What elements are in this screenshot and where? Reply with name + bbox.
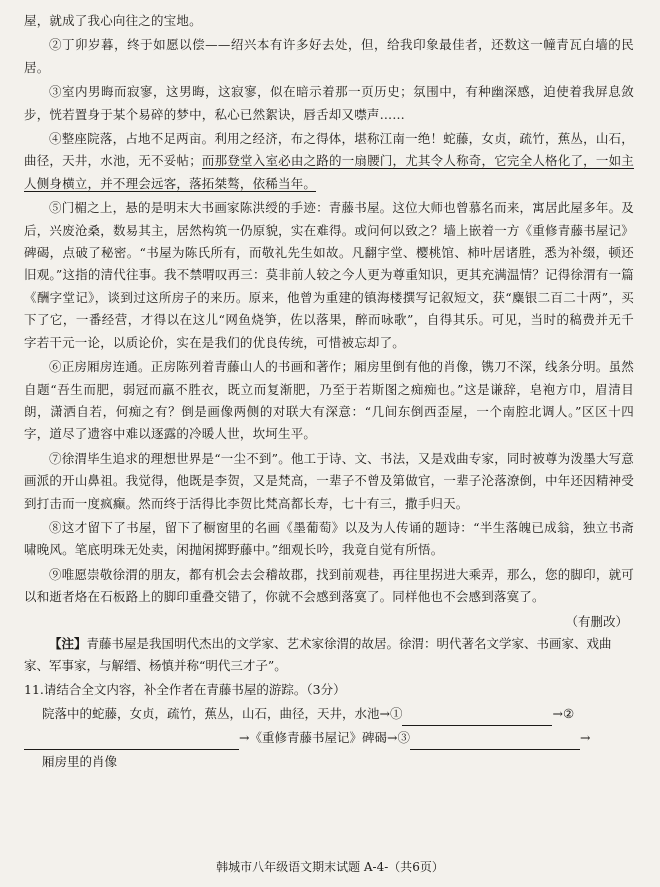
footnote-tag: 【注】 (49, 635, 87, 651)
answer-blank-3[interactable] (410, 733, 580, 750)
footnote (24, 633, 634, 678)
footnote-text: 青藤书屋是我国明代杰出的文学家、艺术家徐渭的故居。徐渭：明代著名文学家、书画家、戏曲家、军事家，与解缙、杨慎并称“明代三才子”。 (24, 635, 612, 673)
paragraph-8: ⑧这才留下了书屋，留下了橱窗里的名画《墨葡萄》以及为人传诵的题诗：“半生落魄已成翁，独立书斋啸晚风。笔底明珠无处卖，闲抛闲掷野藤中。”细观长吟，我竟自觉有所悟。 (24, 519, 634, 558)
paragraph-2: ②丁卯岁暮，终于如愿以偿——绍兴本有许多好去处，但，给我印象最佳者，还数这一幢青瓦白墙的民居。 (24, 37, 634, 75)
flow-end: 厢房里的肖像 (42, 753, 118, 769)
paragraph-5: ⑤门楣之上，悬的是明末大书画家陈洪绶的手迹：青藤书屋。这位大师也曾慕名而来，寓居此屋多年。及后，兴废沧桑，数易其主，居然构筑一仍原貌，实在难得。或问何以致之？墙上嵌着一方《重修青藤书屋记》碑碣，点破了秘密。“书屋为陈氏所有，而敬礼先生如故。凡翻宇堂、樱桃馆、柿叶居诸胜，悉为补缀，顿还旧观。”这指的清代往事。我不禁喟叹再三：莫非前人较之今人更为尊重知识，更其充满温情？记得徐渭有一篇《酬字堂记》，谈到过这所房子的来历。原来，他曾为重建的镇海楼撰写记叙短文，获“麋银二百二十两”，买下了它，一番经营，才得以在这儿“网鱼烧笋，佐以落果，醉而咏歌”，自得其乐。可见，当时的稿费并无千字若干元一论，以质论价，实在是我们的优良传统，可惜被忘却了。 (24, 200, 634, 350)
answer-blank-2[interactable] (24, 733, 239, 750)
flow-line-3 (42, 750, 634, 774)
paragraph-4-underlined: 而那登堂入室必由之路的一扇腰门，尤其令人称奇，它完全人格化了，一如主人侧身横立，并不理会远客，落拓桀骜，依稀当年。 (24, 153, 634, 191)
flow-start: 院落中的蛇藤，女贞，疏竹，蕉丛，山石，曲径，天井，水池→① (42, 705, 403, 721)
page-footer: 韩城市八年级语文期末试题 A-4-（共6页） (216, 860, 444, 874)
flow-arrow-end: → (579, 729, 591, 745)
paragraph-3: ③室内男晦而寂寥，这男晦，这寂寥，似在暗示着那一页历史；氛围中，有种幽深感，迫使着我屏息敛步，恍若置身于某个易碎的梦中，私心已然絮诀，唇舌却又噤声…… (24, 84, 634, 122)
question-number: 11. (24, 682, 44, 698)
answer-blank-1[interactable] (402, 709, 552, 726)
flow-line-2 (24, 726, 634, 750)
paragraph-4 (24, 128, 634, 195)
question-11 (24, 679, 634, 701)
paragraph-4-text: ④整座院落，占地不足两亩。利用之经济，布之得体，堪称江南一绝！蛇藤，女贞，疏竹，蕉丛，山石，曲径，天井，水池，无不妥帖； (24, 131, 634, 169)
flow-mid: →《重修青藤书屋记》碑碣→③ (239, 729, 410, 745)
source-note: （有删改） (565, 613, 628, 629)
flow-line-1 (42, 702, 634, 726)
flow-arrow-2: →② (552, 705, 575, 721)
question-text: 请结合全文内容，补全作者在青藤书屋的游踪。（3分） (43, 682, 346, 698)
paragraph-1-tail: 屋，就成了我心向往之的宝地。 (24, 13, 202, 28)
paragraph-7: ⑦徐渭毕生追求的理想世界是“一尘不到”。他工于诗、文、书法，又是戏曲专家，同时被尊为泼墨大写意画派的开山鼻祖。我觉得，他既是李贺，又是梵高，一辈子不曾及第做官，一辈子沦落潦倒，中年还因精神受到打击而一度疯癫。然而终于活得比李贺比梵高都长寿，七十有三，撒手归天。 (24, 450, 634, 511)
paragraph-9: ⑨唯愿崇敬徐渭的朋友，都有机会去会稽故郡，找到前观巷，再往里拐进大乘弄，那么，您的脚印，就可以和逝者烙在石板路上的脚印重叠交错了，你就不会感到落寞了。同样他也不会感到落寞了。 (24, 566, 634, 605)
answer-flow (42, 702, 634, 774)
paragraph-6: ⑥正房厢房连通。正房陈列着青藤山人的书画和著作；厢房里倒有他的肖像，镌刀不深，线条分明。虽然自题“吾生而肥，弱冠而羸不胜衣，既立而复渐肥，乃至于若斯图之痴痴也。”这是谦辞，皂袍方巾，眉清目朗，潇洒自若，何痴之有？倒是画像两侧的对联大有深意：“几间东倒西歪屋，一个南腔北调人。”区区十四字，道尽了遗容中难以逐露的冷暖人世，坎坷生平。 (24, 359, 634, 442)
